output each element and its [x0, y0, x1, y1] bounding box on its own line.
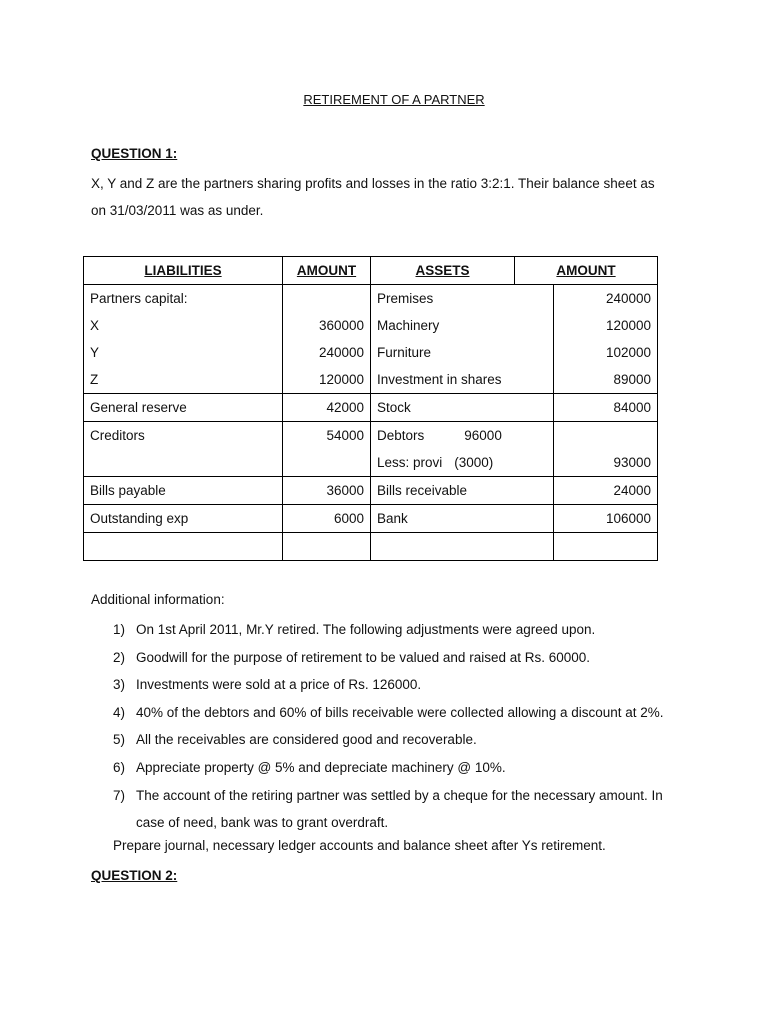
asset-amount: 102000	[554, 339, 658, 366]
header-assets: ASSETS	[371, 257, 515, 285]
question-1-heading: QUESTION 1:	[91, 146, 178, 161]
question-2-heading: QUESTION 2:	[91, 868, 178, 883]
item-number: 2)	[113, 649, 126, 665]
liability-label: General reserve	[84, 394, 283, 422]
item-text: All the receivables are considered good and recoverable.	[136, 732, 477, 748]
liability-label: X	[84, 312, 283, 339]
asset-amount: 89000	[554, 366, 658, 394]
header-amount-liabilities: AMOUNT	[283, 257, 371, 285]
list-item	[91, 726, 691, 754]
table-row	[84, 505, 658, 533]
question-1-text	[91, 170, 681, 224]
question-1-line-2: on 31/03/2011 was as under.	[91, 203, 264, 218]
asset-label: Machinery	[371, 312, 554, 339]
table-row	[84, 339, 658, 366]
liability-label: Creditors	[84, 422, 283, 450]
asset-inner-value: 96000	[464, 428, 502, 443]
table-row	[84, 366, 658, 394]
asset-label	[371, 449, 554, 477]
liability-amount	[283, 285, 371, 313]
item-number: 1)	[113, 622, 126, 637]
asset-amount: 24000	[554, 477, 658, 505]
liability-amount: 42000	[283, 394, 371, 422]
asset-label: Premises	[371, 285, 554, 313]
asset-amount	[554, 422, 658, 450]
empty-cell	[84, 533, 283, 561]
list-item	[91, 754, 691, 782]
table-row	[84, 394, 658, 422]
table-row	[84, 285, 658, 313]
asset-amount: 120000	[554, 312, 658, 339]
liability-amount: 120000	[283, 366, 371, 394]
additional-info-heading: Additional information:	[91, 592, 225, 607]
liability-amount: 360000	[283, 312, 371, 339]
empty-cell	[371, 533, 554, 561]
liability-amount	[283, 449, 371, 477]
list-item	[91, 671, 691, 699]
liability-label: Y	[84, 339, 283, 366]
item-text: On 1st April 2011, Mr.Y retired. The following adjustments were agreed upon.	[136, 622, 596, 637]
header-amount-assets: AMOUNT	[515, 257, 658, 285]
table-total-row	[84, 533, 658, 561]
table-row	[84, 449, 658, 477]
list-item	[91, 699, 691, 727]
item-number: 6)	[113, 759, 126, 775]
asset-amount: 84000	[554, 394, 658, 422]
item-text: 40% of the debtors and 60% of bills receivable were collected allowing a discount at 2%.	[136, 704, 664, 720]
empty-cell	[283, 533, 371, 561]
prepare-instruction: Prepare journal, necessary ledger accounts and balance sheet after Ys retirement.	[113, 838, 606, 853]
table-row	[84, 312, 658, 339]
liability-label	[84, 449, 283, 477]
list-item	[91, 616, 691, 644]
balance-sheet-table	[83, 256, 658, 561]
liability-amount: 240000	[283, 339, 371, 366]
item-text: Goodwill for the purpose of retirement to be valued and raised at Rs. 60000.	[136, 649, 591, 665]
page-title: RETIREMENT OF A PARTNER	[303, 92, 485, 107]
item-text: The account of the retiring partner was settled by a cheque for the necessary amount. In case of need, bank was to grant overdraft.	[136, 787, 663, 831]
asset-label	[371, 422, 554, 450]
item-number: 3)	[113, 677, 126, 693]
asset-label: Furniture	[371, 339, 554, 366]
liability-amount: 54000	[283, 422, 371, 450]
asset-amount: 106000	[554, 505, 658, 533]
empty-cell	[554, 533, 658, 561]
asset-amount: 93000	[554, 449, 658, 477]
list-item	[91, 644, 691, 672]
header-liabilities: LIABILITIES	[84, 257, 283, 285]
item-text: Appreciate property @ 5% and depreciate machinery @ 10%.	[136, 759, 506, 775]
liability-label: Bills payable	[84, 477, 283, 505]
item-number: 5)	[113, 732, 126, 748]
asset-label: Bank	[371, 505, 554, 533]
table-row	[84, 477, 658, 505]
adjustments-list	[91, 616, 691, 837]
asset-label-text: Less: provi	[377, 455, 443, 470]
table-row	[84, 422, 658, 450]
asset-label-text: Debtors	[377, 428, 425, 443]
asset-label: Bills receivable	[371, 477, 554, 505]
asset-inner-value: (3000)	[454, 455, 494, 470]
asset-label: Investment in shares	[371, 366, 554, 394]
liability-amount: 6000	[283, 505, 371, 533]
liability-label: Outstanding exp	[84, 505, 283, 533]
list-item	[91, 782, 691, 837]
item-text: Investments were sold at a price of Rs. 126000.	[136, 677, 422, 693]
liability-label: Z	[84, 366, 283, 394]
asset-label: Stock	[371, 394, 554, 422]
item-number: 7)	[113, 787, 126, 803]
balance-sheet-header-row	[84, 257, 658, 285]
item-number: 4)	[113, 704, 126, 720]
liability-label: Partners capital:	[84, 285, 283, 313]
liability-amount: 36000	[283, 477, 371, 505]
asset-amount: 240000	[554, 285, 658, 313]
question-1-line-1: X, Y and Z are the partners sharing profits and losses in the ratio 3:2:1. Their balance sheet as	[91, 176, 655, 191]
